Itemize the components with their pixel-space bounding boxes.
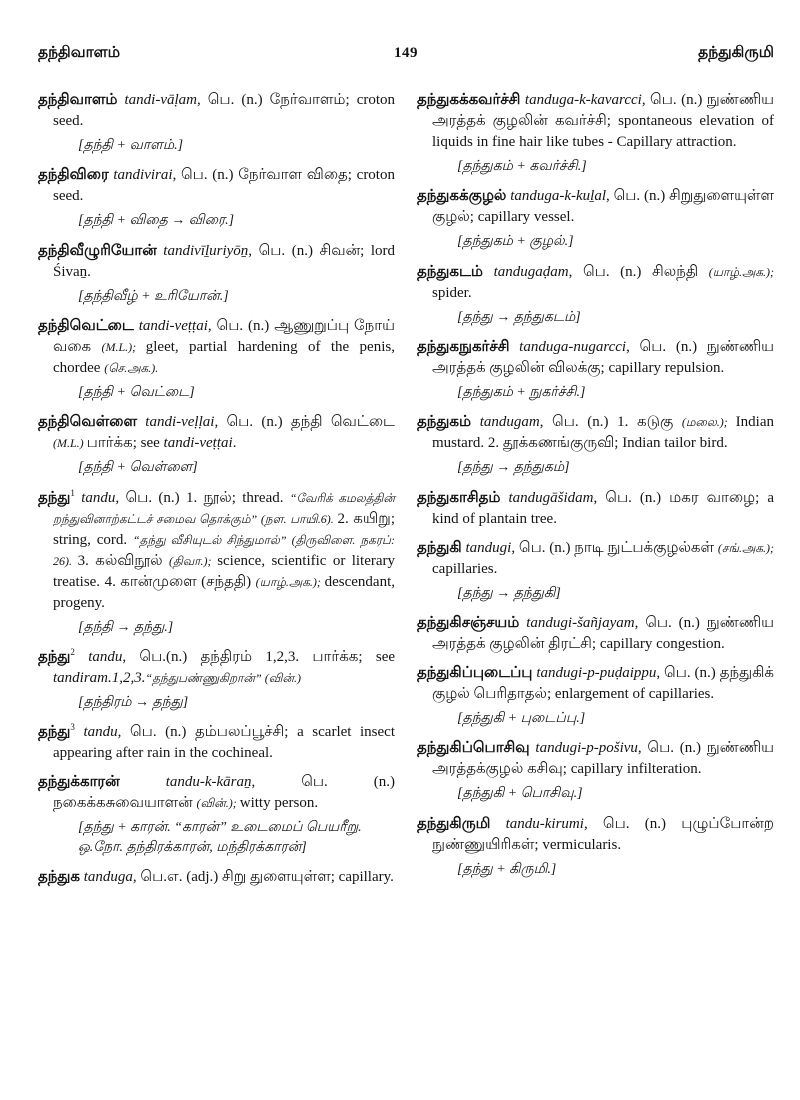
tamil-definition: 2. கயிறு; <box>337 510 396 527</box>
entry-headword: தந்து <box>38 724 71 741</box>
tamil-definition: , பெ. (n.) சிலந்தி <box>568 263 709 280</box>
english-definition: Indian mustard. <box>432 414 774 452</box>
entry-transliteration: tandu <box>74 648 123 665</box>
citation-reference: (செ.அக.). <box>104 360 159 375</box>
dictionary-entry <box>417 488 774 530</box>
left-column <box>38 90 395 896</box>
page-header <box>38 44 774 63</box>
entry-transliteration: tandu-k-kāraṉ <box>165 774 252 791</box>
entry-body <box>38 867 395 888</box>
entry-headword: தந்துகிசஞ்சயம் <box>417 614 527 631</box>
english-definition: gleet, partial hardening of the penis, chordee <box>53 338 395 376</box>
etymology-line: [தந்து → தந்துகம்] <box>457 460 570 476</box>
entry-transliteration: tandugi-šañjayam <box>526 614 635 631</box>
entry-transliteration: tandugam <box>479 414 540 431</box>
english-definition: science, scientific or literary treatise. <box>53 552 396 590</box>
entry-body <box>38 722 395 764</box>
homograph-number: 3 <box>70 722 75 733</box>
english-definition: witty person. <box>239 795 319 812</box>
etymology-line: [தந்திரம் → தந்து] <box>78 694 189 710</box>
citation-reference: (திவா.); <box>168 553 218 568</box>
entry-body <box>38 647 395 689</box>
entry-body <box>38 165 395 207</box>
tamil-definition: , பெ. (n.) நுண்ணிய அரத்தக்குழல் கசிவு; <box>432 740 774 778</box>
entry-body <box>417 663 774 705</box>
english-definition: vermicularis. <box>542 836 622 853</box>
citation-reference: “தந்து வீசியுடல் சிந்துமால்” (திருவிளை. நகரப்: 26). <box>53 532 395 568</box>
english-definition: a kind of plantain tree. <box>432 489 774 527</box>
tamil-definition: , பெ. (n.) புழுப்போன்ற நுண்ணுயிரிகள்; <box>432 815 774 853</box>
tamil-definition: , பெ. (n.) நுண்ணிய அரத்தக் குழலின் கவர்ச்சி; <box>432 92 774 129</box>
tamil-definition: , பெ. (n.) 1. கடுகு <box>539 414 682 431</box>
entry-headword: தந்துகிருமி <box>417 815 506 832</box>
english-definition: capillary repulsion. <box>608 359 725 376</box>
english-definition: capillary vessel. <box>477 209 575 226</box>
etymology-line: [தந்துகம் + கவர்ச்சி.] <box>457 159 587 174</box>
english-definition: Indian tailor bird. <box>622 435 728 452</box>
entry-body <box>417 538 774 580</box>
entry-body <box>417 186 774 228</box>
citation-reference: (M.L.); <box>101 339 146 354</box>
tamil-definition: , பெ. (n.) தந்தி வெட்டை <box>214 414 395 431</box>
english-definition: croton seed. <box>53 167 395 205</box>
tamil-definition: , பெ. (n.) தம்பலப்பூச்சி; <box>117 724 298 741</box>
english-definition: thread. <box>242 489 290 506</box>
tamil-definition: 2. தூக்கணங்குருவி; <box>487 435 623 452</box>
right-column <box>417 90 774 896</box>
english-definition: spontaneous elevation of liquids in fine hair like tubes - Capillary attraction. <box>432 113 774 150</box>
english-definition: capillary congestion. <box>599 635 725 652</box>
page-number: 149 <box>393 45 418 61</box>
entry-headword: தந்துகிப்பொசிவு <box>417 740 536 757</box>
entry-transliteration: tanduga-nugarcci <box>519 338 627 355</box>
tamil-definition: , பெ. (n.) சிவன்; <box>248 242 371 259</box>
tamil-definition: பார்க்க; <box>86 435 141 452</box>
entry-body <box>38 412 395 454</box>
etymology-line: [தந்து + காரன். “காரன்” உடைமைப் பெயரீறு. ஒ.நோ. தந்திரக்காரன், மந்திரக்காரன்] <box>78 820 362 855</box>
entry-headword: தந்துகம் <box>417 414 480 431</box>
dictionary-entry <box>38 488 395 637</box>
etymology-line: [தந்து + கிருமி.] <box>457 861 557 877</box>
tamil-definition: 4. கான்முளை (சந்ததி) <box>104 573 256 590</box>
entry-body <box>417 337 774 379</box>
running-head-left: தந்திவாளம் <box>38 44 121 61</box>
entry-body <box>417 738 774 780</box>
entry-transliteration: tandu-kirumi <box>505 815 584 832</box>
tamil-definition: , பெ. (n.) ஆணுறுப்பு நோய் வகை <box>53 317 395 355</box>
etymology-line: [தந்தி + வாளம்.] <box>78 138 184 153</box>
entry-headword: தந்திவிரை <box>38 167 114 184</box>
etymology-line: [தந்து → தந்துகடம்] <box>457 309 581 325</box>
entry-transliteration: tandivirai <box>113 167 173 184</box>
dictionary-entry <box>38 90 395 155</box>
entry-transliteration: tandi-veṭṭai <box>163 435 233 452</box>
tamil-definition: , பெ. (n.) நாடி நுட்பக்குழல்கள் <box>511 539 718 556</box>
dictionary-entry <box>417 738 774 803</box>
dictionary-entry <box>38 165 395 230</box>
dictionary-entry <box>417 538 774 603</box>
entry-transliteration: tandugāšidam <box>508 489 594 506</box>
english-definition: enlargement of capillaries. <box>554 685 715 702</box>
tamil-definition: , பெ.எ. (adj.) சிறு துளையுள்ள; <box>132 868 339 885</box>
citation-reference: (சங்.அக.); <box>717 540 775 555</box>
tamil-definition: , பெ. (n.) 1. நூல்; <box>115 489 243 506</box>
entry-body <box>417 814 774 856</box>
dictionary-entry <box>417 814 774 879</box>
tamil-definition: , பெ. (n.) மகர வாழை; <box>593 489 768 506</box>
entry-transliteration: tandugi <box>465 539 512 556</box>
entry-transliteration: tandu <box>74 489 116 506</box>
dictionary-entry <box>38 241 395 306</box>
dictionary-entry <box>417 186 774 251</box>
dictionary-entry <box>38 772 395 857</box>
english-definition: capillary. <box>338 868 394 885</box>
entry-headword: தந்துகநுகர்ச்சி <box>417 338 520 355</box>
entry-body <box>38 316 395 379</box>
entry-body <box>38 90 395 132</box>
dictionary-entry <box>38 412 395 477</box>
citation-reference: “தந்துபண்ணுகிறான்” (வின்.) <box>145 670 302 685</box>
dictionary-entry <box>38 722 395 764</box>
etymology-line: [தந்துகி + பொசிவு.] <box>457 786 583 802</box>
entry-headword: தந்திவீழுரியோன் <box>38 242 164 259</box>
dictionary-entry <box>417 613 774 655</box>
entry-body <box>417 262 774 304</box>
citation-reference: “வேரிக் கமலத்தின் றந்துவினாற்கட்டச் சமைவ தொக்கும்” (நள. பாயி.6). <box>53 490 395 526</box>
entry-body <box>417 412 774 454</box>
etymology-line: [தந்துகம் + குழல்.] <box>457 234 574 250</box>
tamil-definition: , பெ. (n.) தந்துகிக் குழல் பெரிதாதல்; <box>432 664 774 702</box>
english-definition: a scarlet insect appearing after rain in the cochineal. <box>53 724 395 762</box>
entry-body <box>417 613 774 655</box>
entry-headword: தந்துகடம் <box>417 263 494 280</box>
etymology-line: [தந்துகம் + நுகர்ச்சி.] <box>457 384 586 400</box>
homograph-number: 2 <box>70 646 75 657</box>
entry-transliteration: tanduga-k-kuḻal <box>510 188 606 205</box>
tamil-definition: , பெ. (n.) நேர்வாள விதை; <box>172 167 357 184</box>
entry-transliteration: tandugi-p-pošivu <box>535 740 638 757</box>
english-definition: lord Śivaṉ. <box>53 242 395 280</box>
citation-reference: (யாழ்.அக.); <box>708 264 774 279</box>
entry-body <box>417 90 774 153</box>
entry-transliteration: tandi-vāḷam <box>124 92 197 108</box>
citation-reference: (யாழ்.அக.); <box>255 574 325 589</box>
english-definition: capillaries. <box>432 560 498 577</box>
citation-reference: (M.L.) <box>53 436 87 451</box>
citation-reference: (மலை.); <box>681 415 736 430</box>
entry-headword: தந்திவெட்டை <box>38 317 139 334</box>
entry-transliteration: tanduga <box>83 868 133 885</box>
citation-reference: (வின்.); <box>196 796 240 811</box>
tamil-definition: , பெ. (n.) நுண்ணிய அரத்தக் குழலின் திரட்சி; <box>432 614 774 652</box>
dictionary-entry <box>38 647 395 712</box>
english-definition: descendant, progeny. <box>53 573 396 611</box>
etymology-line: [தந்துகி + புடைப்பு.] <box>457 710 586 726</box>
entry-headword: தந்துகிப்புடைப்பு <box>417 664 537 681</box>
entry-headword: தந்துக்காரன் <box>38 774 166 791</box>
english-definition: string, cord. <box>53 531 133 548</box>
entry-body <box>38 488 395 614</box>
entry-headword: தந்து <box>38 489 71 506</box>
tamil-definition: , பெ.(n.) தந்திரம் 1,2,3. பார்க்க; <box>122 648 376 665</box>
tamil-definition: , பெ. (n.) நேர்வாளம்; <box>197 92 357 108</box>
entry-headword: தந்து <box>38 648 71 665</box>
entry-transliteration: tandi-veṭṭai <box>138 317 208 334</box>
etymology-line: [தந்திவீழ் + உரியோன்.] <box>78 288 229 304</box>
entry-body <box>38 241 395 283</box>
english-definition: croton seed. <box>53 92 396 129</box>
entry-headword: தந்துகாசிதம் <box>417 489 509 506</box>
etymology-line: [தந்தி → தந்து.] <box>78 619 174 635</box>
etymology-line: [தந்தி + வெள்ளை] <box>78 460 198 476</box>
english-definition: capillary infilteration. <box>570 761 702 778</box>
dictionary-entry <box>417 412 774 477</box>
homograph-number: 1 <box>70 487 75 498</box>
entry-transliteration: tandugaḍam <box>493 263 569 280</box>
entry-transliteration: tandiram.1,2,3. <box>53 669 146 686</box>
tamil-definition: , பெ. (n.) சிறுதுளையுள்ள குழல்; <box>432 188 774 226</box>
text-columns <box>38 90 774 896</box>
entry-transliteration: tandivīḻuriyōṉ <box>163 242 249 259</box>
etymology-line: [தந்தி + வெட்டை] <box>78 384 195 400</box>
entry-headword: தந்திவெள்ளை <box>38 414 146 431</box>
etymology-line: [தந்தி + விதை → விரை.] <box>78 213 235 229</box>
tamil-definition: 3. கல்விநூல் <box>77 552 169 569</box>
entry-headword: தந்துகக்கவர்ச்சி <box>417 92 525 108</box>
entry-body <box>38 772 395 814</box>
etymology-line: [தந்து → தந்துகி] <box>457 585 561 601</box>
running-head-right: தந்துகிருமி <box>698 44 774 61</box>
entry-transliteration: tandu <box>74 724 118 741</box>
entry-headword: தந்துகி <box>417 539 466 556</box>
dictionary-entry <box>417 337 774 402</box>
dictionary-entry <box>417 90 774 176</box>
english-definition: see <box>375 648 396 665</box>
entry-transliteration: tandi-veḷḷai <box>145 414 215 431</box>
entry-body <box>417 488 774 530</box>
entry-transliteration: tandugi-p-puḍaippu <box>536 664 657 681</box>
entry-headword: தந்துகக்குழல் <box>417 188 511 205</box>
tamil-definition: , பெ. (n.) நுண்ணிய அரத்தக் குழலின் விலக்கு; <box>432 338 774 376</box>
entry-headword: தந்திவாளம் <box>38 92 125 108</box>
dictionary-entry <box>417 262 774 327</box>
english-definition: . <box>232 435 237 452</box>
entry-headword: தந்துக <box>38 868 84 885</box>
entry-transliteration: tanduga-k-kavarcci <box>524 92 642 108</box>
dictionary-entry <box>38 316 395 402</box>
english-definition: see <box>140 435 164 452</box>
dictionary-entry <box>417 663 774 728</box>
english-definition: spider. <box>432 284 472 301</box>
dictionary-entry <box>38 867 395 888</box>
tamil-definition: , பெ. (n.) நகைக்கசுவையாளன் <box>53 774 395 812</box>
